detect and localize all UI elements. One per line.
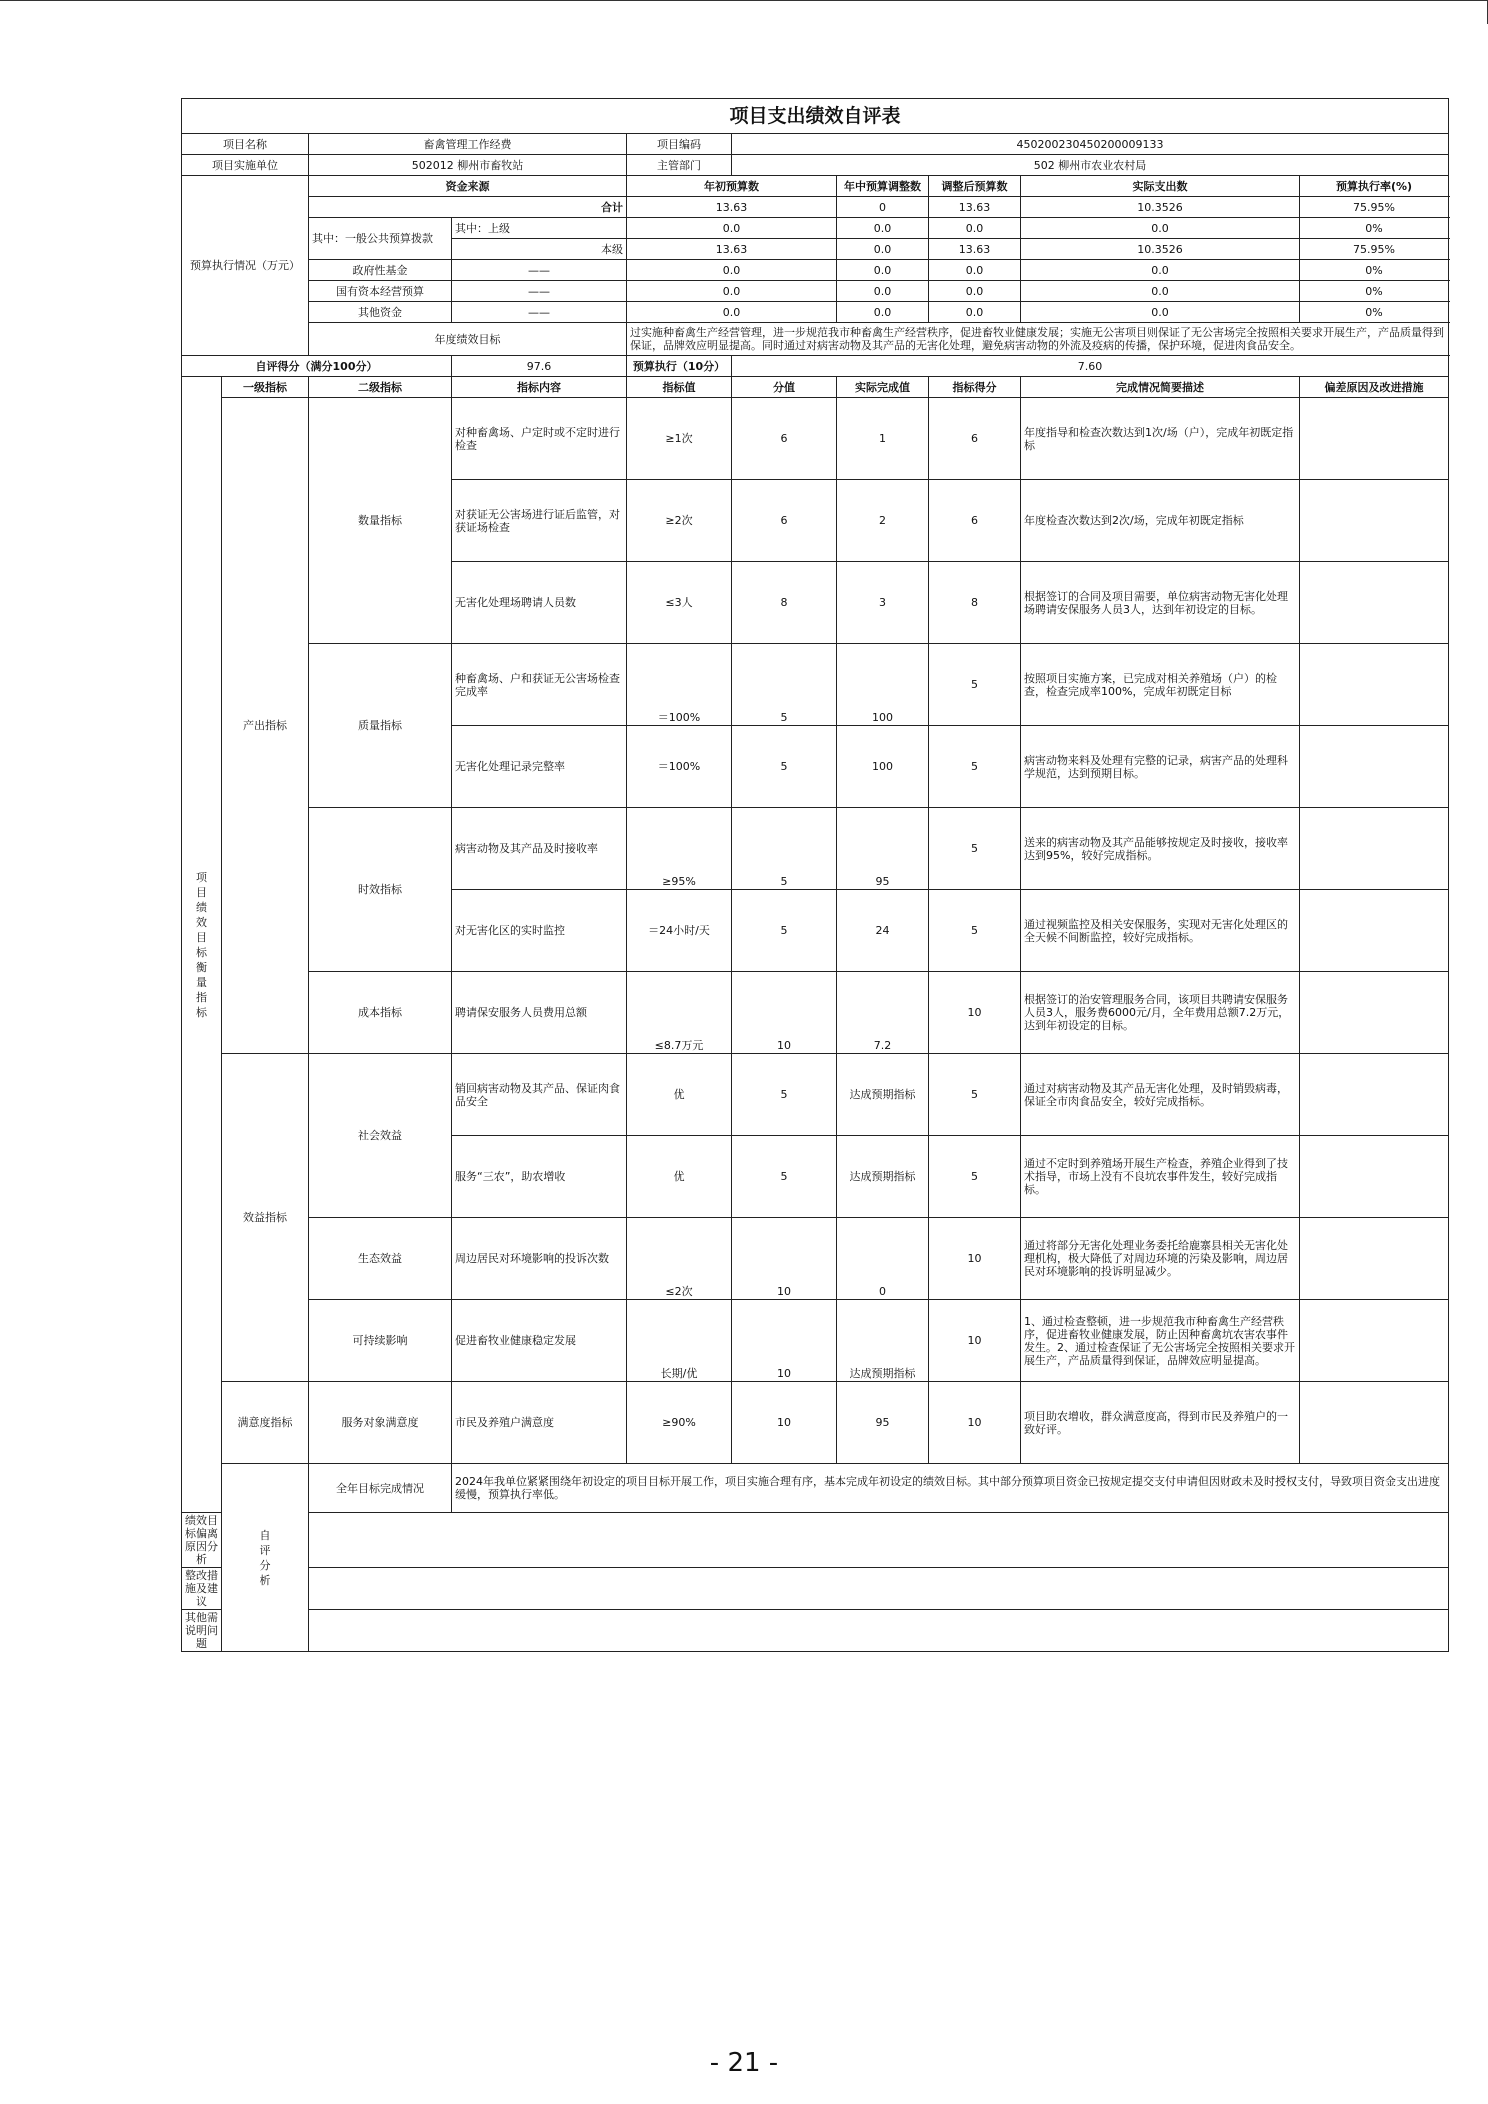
indicator-weight: 10 <box>732 1300 837 1382</box>
level2-eco: 生态效益 <box>309 1218 452 1300</box>
indicator-content: 无害化处理记录完整率 <box>452 726 627 808</box>
indicator-weight: 5 <box>732 1054 837 1136</box>
indicator-deviation <box>1300 1218 1449 1300</box>
indicator-score: 10 <box>929 1382 1021 1464</box>
budget-local-label: 本级 <box>452 239 627 260</box>
budget-header-adjust: 年中预算调整数 <box>837 176 929 197</box>
indicator-content: 服务“三农”，助农增收 <box>452 1136 627 1218</box>
indicator-desc: 年度指导和检查次数达到1次/场（户），完成年初既定指标 <box>1021 398 1300 480</box>
indicator-content: 销回病害动物及其产品、保证肉食品安全 <box>452 1054 627 1136</box>
indicator-header: 二级指标 <box>309 377 452 398</box>
budget-cell: 0.0 <box>627 260 837 281</box>
indicator-weight: 8 <box>732 562 837 644</box>
indicator-score: 5 <box>929 1136 1021 1218</box>
budget-header-initial: 年初预算数 <box>627 176 837 197</box>
budget-header-rate: 预算执行率(%) <box>1300 176 1449 197</box>
budget-cell: 13.63 <box>929 197 1021 218</box>
project-code-label: 项目编码 <box>627 134 732 155</box>
indicator-actual: 95 <box>837 808 929 890</box>
performance-self-evaluation-table <box>181 98 1449 1652</box>
self-analysis-row-text <box>309 1513 1449 1568</box>
indicator-target: ≥95% <box>627 808 732 890</box>
indicator-actual: 3 <box>837 562 929 644</box>
level2-sustain: 可持续影响 <box>309 1300 452 1382</box>
budget-header-adjusted: 调整后预算数 <box>929 176 1021 197</box>
indicator-score: 5 <box>929 808 1021 890</box>
indicator-content: 对无害化区的实时监控 <box>452 890 627 972</box>
indicator-desc: 根据签订的合同及项目需要，单位病害动物无害化处理场聘请安保服务人员3人，达到年初设定的目标。 <box>1021 562 1300 644</box>
indicator-desc: 通过视频监控及相关安保服务，实现对无害化处理区的全天候不间断监控，较好完成指标。 <box>1021 890 1300 972</box>
budget-cell: 0.0 <box>929 218 1021 239</box>
indicator-desc: 1、通过检查整顿，进一步规范我市种畜禽生产经营秩序，促进畜牧业健康发展，防止因种畜禽坑农害农事件发生。2、通过检查保证了无公害场完全按照相关要求开展生产，产品质量得到保证，品牌效应明显提高。 <box>1021 1300 1300 1382</box>
indicator-deviation <box>1300 398 1449 480</box>
budget-cell: 0.0 <box>837 239 929 260</box>
budget-cell: 0.0 <box>929 302 1021 323</box>
indicator-target: 优 <box>627 1136 732 1218</box>
budget-cell: 0% <box>1300 281 1449 302</box>
budget-cell: 0.0 <box>627 281 837 302</box>
indicator-desc: 通过不定时到养殖场开展生产检查，养殖企业得到了技术指导，市场上没有不良坑农事件发生，较好完成指标。 <box>1021 1136 1300 1218</box>
indicator-desc: 病害动物来料及处理有完整的记录，病害产品的处理科学规范，达到预期目标。 <box>1021 726 1300 808</box>
budget-cell: 0.0 <box>1021 218 1300 239</box>
indicator-content: 市民及养殖户满意度 <box>452 1382 627 1464</box>
indicator-deviation <box>1300 562 1449 644</box>
budget-upper-label: 其中：上级 <box>452 218 627 239</box>
indicator-deviation <box>1300 1382 1449 1464</box>
budget-general-label: 其中：一般公共预算拨款 <box>309 218 452 260</box>
indicator-desc: 项目助农增收，群众满意度高，得到市民及养殖户的一致好评。 <box>1021 1382 1300 1464</box>
indicator-deviation <box>1300 726 1449 808</box>
indicator-deviation <box>1300 1054 1449 1136</box>
budget-cell: 10.3526 <box>1021 239 1300 260</box>
indicator-header: 一级指标 <box>222 377 309 398</box>
indicator-desc: 通过对病害动物及其产品无害化处理，及时销毁病毒，保证全市肉食品安全，较好完成指标。 <box>1021 1054 1300 1136</box>
indicator-content: 周边居民对环境影响的投诉次数 <box>452 1218 627 1300</box>
indicator-weight: 10 <box>732 1382 837 1464</box>
indicator-target: ≥90% <box>627 1382 732 1464</box>
indicator-target: 长期/优 <box>627 1300 732 1382</box>
budget-other-label: 其他资金 <box>309 302 452 323</box>
indicator-header: 偏差原因及改进措施 <box>1300 377 1449 398</box>
budget-cell: 0.0 <box>929 260 1021 281</box>
level2-social: 社会效益 <box>309 1054 452 1218</box>
budget-cell: 0% <box>1300 302 1449 323</box>
indicator-score: 10 <box>929 1300 1021 1382</box>
indicator-weight: 6 <box>732 480 837 562</box>
project-name: 畜禽管理工作经费 <box>309 134 627 155</box>
budget-cell: 13.63 <box>627 239 837 260</box>
indicator-score: 5 <box>929 644 1021 726</box>
self-analysis-row-label: 其他需说明问题 <box>182 1610 222 1652</box>
budget-header-source: 资金来源 <box>309 176 627 197</box>
budget-cell: 0.0 <box>929 281 1021 302</box>
indicator-deviation <box>1300 890 1449 972</box>
indicator-target: ＝24小时/天 <box>627 890 732 972</box>
dept-value: 502 柳州市农业农村局 <box>732 155 1449 176</box>
indicator-content: 病害动物及其产品及时接收率 <box>452 808 627 890</box>
indicator-content: 聘请保安服务人员费用总额 <box>452 972 627 1054</box>
indicator-score: 5 <box>929 1054 1021 1136</box>
indicator-header: 指标内容 <box>452 377 627 398</box>
indicator-desc: 根据签订的治安管理服务合同，该项目共聘请安保服务人员3人，服务费6000元/月，全年费用总额7.2万元，达到年初设定的目标。 <box>1021 972 1300 1054</box>
self-analysis-label: 自评分析 <box>222 1464 309 1652</box>
level2-timeliness: 时效指标 <box>309 808 452 972</box>
indicator-score: 5 <box>929 726 1021 808</box>
budget-dash: —— <box>452 302 627 323</box>
indicator-target: ＝100% <box>627 726 732 808</box>
annual-goal-text: 过实施种畜禽生产经营管理，进一步规范我市种畜禽生产经营秩序，促进畜牧业健康发展；实施无公害项目则保证了无公害场完全按照相关要求开展生产，产品质量得到保证，品牌效应明显提高。同时通过对病害动物及其产品的无害化处理，避免病害动物的外流及疫病的传播，保护环境，促进肉食品安全。 <box>627 323 1449 356</box>
budget-dash: —— <box>452 260 627 281</box>
indicator-header: 指标值 <box>627 377 732 398</box>
indicator-content: 无害化处理场聘请人员数 <box>452 562 627 644</box>
budget-cell: 10.3526 <box>1021 197 1300 218</box>
budget-cell: 75.95% <box>1300 197 1449 218</box>
budget-cell: 13.63 <box>929 239 1021 260</box>
budget-exec-score-value: 7.60 <box>732 356 1449 377</box>
indicator-actual: 达成预期指标 <box>837 1300 929 1382</box>
indicator-actual: 2 <box>837 480 929 562</box>
self-score-value: 97.6 <box>452 356 627 377</box>
budget-gov-fund-label: 政府性基金 <box>309 260 452 281</box>
budget-state-capital-label: 国有资本经营预算 <box>309 281 452 302</box>
indicator-header: 分值 <box>732 377 837 398</box>
indicator-actual: 达成预期指标 <box>837 1136 929 1218</box>
self-analysis-row-text <box>309 1568 1449 1610</box>
budget-dash: —— <box>452 281 627 302</box>
indicator-target: ≤8.7万元 <box>627 972 732 1054</box>
indicator-score: 10 <box>929 1218 1021 1300</box>
indicator-actual: 100 <box>837 644 929 726</box>
indicator-content: 种畜禽场、户和获证无公害场检查完成率 <box>452 644 627 726</box>
unit-label: 项目实施单位 <box>182 155 309 176</box>
indicator-weight: 5 <box>732 890 837 972</box>
table-title: 项目支出绩效自评表 <box>182 99 1449 134</box>
annual-goal-label: 年度绩效目标 <box>309 323 627 356</box>
indicator-deviation <box>1300 480 1449 562</box>
self-analysis-row-text: 2024年我单位紧紧围绕年初设定的项目目标开展工作，项目实施合理有序，基本完成年初设定的绩效目标。其中部分预算项目资金已按规定提交支付申请但因财政未及时授权支付，导致项目资金支出进度缓慢，预算执行率低。 <box>452 1464 1449 1513</box>
indicator-score: 5 <box>929 890 1021 972</box>
level1-benefit: 效益指标 <box>222 1054 309 1382</box>
project-code: 450200230450200009133 <box>732 134 1449 155</box>
budget-cell: 0.0 <box>1021 302 1300 323</box>
indicator-weight: 10 <box>732 1218 837 1300</box>
indicator-content: 促进畜牧业健康稳定发展 <box>452 1300 627 1382</box>
budget-cell: 0.0 <box>1021 260 1300 281</box>
level2-cost: 成本指标 <box>309 972 452 1054</box>
level2-quality: 质量指标 <box>309 644 452 808</box>
indicator-actual: 达成预期指标 <box>837 1054 929 1136</box>
indicator-weight: 5 <box>732 644 837 726</box>
indicator-desc: 通过将部分无害化处理业务委托给鹿寨县相关无害化处理机构，极大降低了对周边环境的污染及影响，周边居民对环境影响的投诉明显减少。 <box>1021 1218 1300 1300</box>
indicator-desc: 送来的病害动物及其产品能够按规定及时接收，接收率达到95%，较好完成指标。 <box>1021 808 1300 890</box>
self-score-label: 自评得分（满分100分） <box>182 356 452 377</box>
indicator-target: ≤3人 <box>627 562 732 644</box>
indicator-header: 实际完成值 <box>837 377 929 398</box>
budget-cell: 0.0 <box>627 218 837 239</box>
indicator-target: ≤2次 <box>627 1218 732 1300</box>
indicator-target: ＝100% <box>627 644 732 726</box>
indicator-deviation <box>1300 644 1449 726</box>
indicator-score: 10 <box>929 972 1021 1054</box>
indicator-header: 完成情况简要描述 <box>1021 377 1300 398</box>
indicator-content: 对种畜禽场、户定时或不定时进行检查 <box>452 398 627 480</box>
budget-cell: 0.0 <box>837 260 929 281</box>
indicator-weight: 6 <box>732 398 837 480</box>
indicator-actual: 24 <box>837 890 929 972</box>
indicator-actual: 100 <box>837 726 929 808</box>
level2-quantity: 数量指标 <box>309 398 452 644</box>
level2-service: 服务对象满意度 <box>309 1382 452 1464</box>
budget-cell: 0.0 <box>837 218 929 239</box>
indicator-weight: 5 <box>732 1136 837 1218</box>
indicator-target: ≥1次 <box>627 398 732 480</box>
indicator-actual: 95 <box>837 1382 929 1464</box>
level1-output: 产出指标 <box>222 398 309 1054</box>
indicator-header: 指标得分 <box>929 377 1021 398</box>
budget-header-actual: 实际支出数 <box>1021 176 1300 197</box>
project-name-label: 项目名称 <box>182 134 309 155</box>
page-number: - 21 - <box>709 2048 779 2078</box>
indicator-weight: 10 <box>732 972 837 1054</box>
page-top-border <box>0 0 1488 1</box>
indicator-deviation <box>1300 808 1449 890</box>
budget-cell: 0.0 <box>627 302 837 323</box>
indicator-desc: 年度检查次数达到2次/场，完成年初既定指标 <box>1021 480 1300 562</box>
budget-cell: 75.95% <box>1300 239 1449 260</box>
indicator-weight: 5 <box>732 808 837 890</box>
budget-cell: 0% <box>1300 260 1449 281</box>
dept-label: 主管部门 <box>627 155 732 176</box>
budget-label: 预算执行情况（万元） <box>182 176 309 356</box>
indicator-actual: 0 <box>837 1218 929 1300</box>
self-analysis-row-text <box>309 1610 1449 1652</box>
indicator-desc: 按照项目实施方案，已完成对相关养殖场（户）的检查，检查完成率100%，完成年初既定目标 <box>1021 644 1300 726</box>
indicator-deviation <box>1300 1300 1449 1382</box>
unit-value: 502012 柳州市畜牧站 <box>309 155 627 176</box>
indicator-target: ≥2次 <box>627 480 732 562</box>
budget-cell: 13.63 <box>627 197 837 218</box>
budget-cell: 0 <box>837 197 929 218</box>
level1-satisfaction: 满意度指标 <box>222 1382 309 1464</box>
indicator-score: 6 <box>929 398 1021 480</box>
self-analysis-row-label: 绩效目标偏离原因分析 <box>182 1513 222 1568</box>
budget-cell: 0.0 <box>1021 281 1300 302</box>
budget-cell: 0.0 <box>837 281 929 302</box>
indicators-side-label: 项目绩效目标衡量指标 <box>182 377 222 1513</box>
indicator-deviation <box>1300 972 1449 1054</box>
indicator-score: 6 <box>929 480 1021 562</box>
indicator-weight: 5 <box>732 726 837 808</box>
indicator-deviation <box>1300 1136 1449 1218</box>
budget-exec-score-label: 预算执行（10分） <box>627 356 732 377</box>
indicator-actual: 7.2 <box>837 972 929 1054</box>
indicator-content: 对获证无公害场进行证后监管，对获证场检查 <box>452 480 627 562</box>
indicator-actual: 1 <box>837 398 929 480</box>
budget-cell: 0% <box>1300 218 1449 239</box>
budget-total-label: 合计 <box>309 197 627 218</box>
self-analysis-row-label: 全年目标完成情况 <box>309 1464 452 1513</box>
budget-cell: 0.0 <box>837 302 929 323</box>
self-analysis-row-label: 整改措施及建议 <box>182 1568 222 1610</box>
indicator-target: 优 <box>627 1054 732 1136</box>
indicator-score: 8 <box>929 562 1021 644</box>
